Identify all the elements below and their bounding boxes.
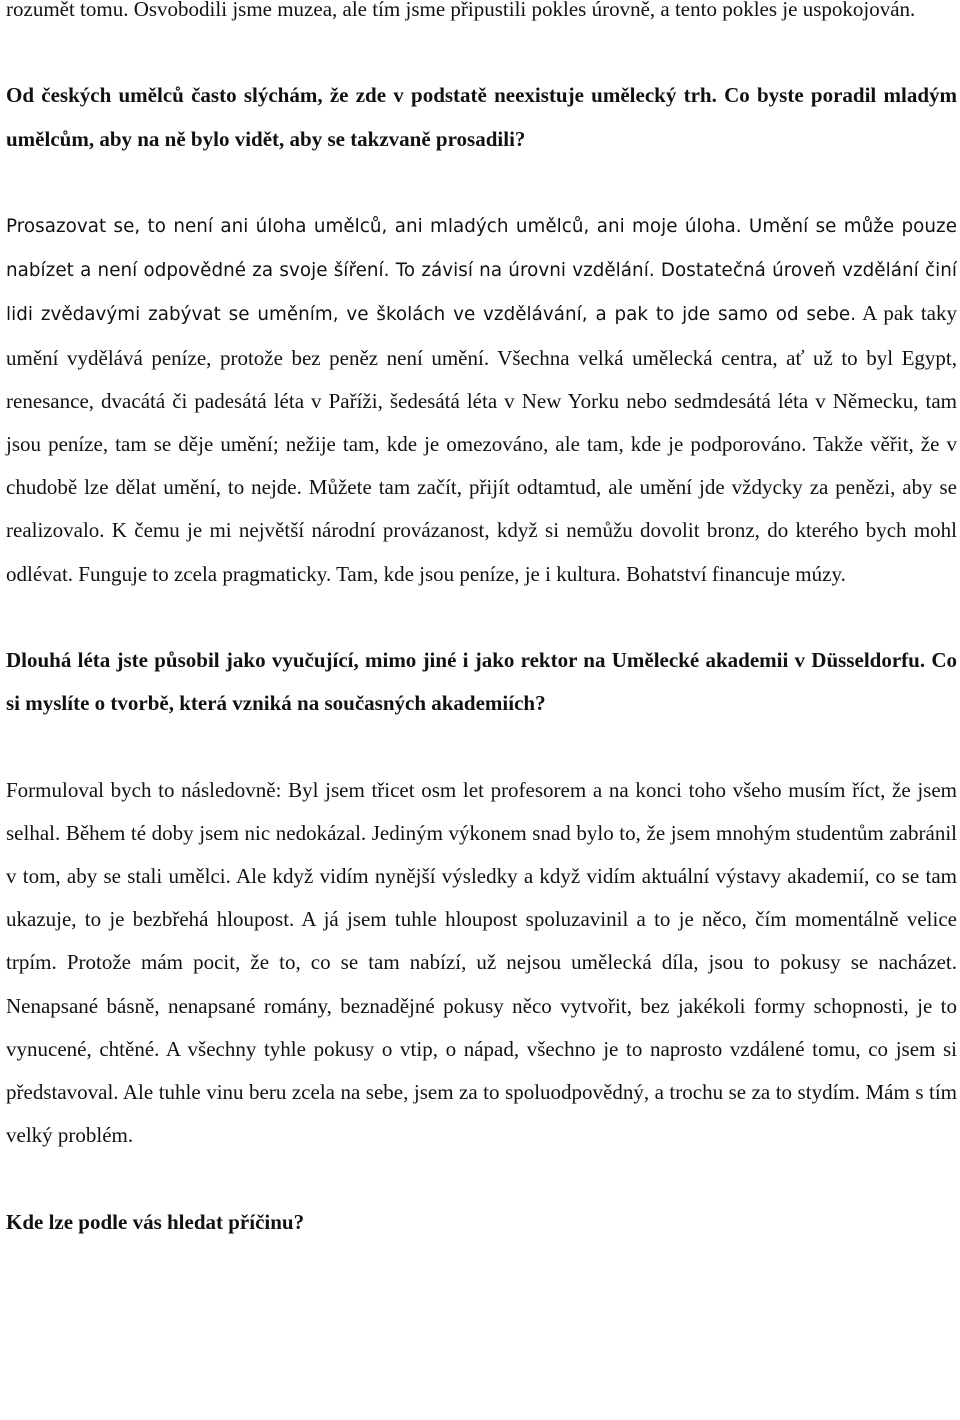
- paragraph-gap: [6, 596, 957, 639]
- answer-art-market-sans-text: Prosazovat se, to není ani úloha umělců, ani mladých umělců, ani moje úloha. Umění se může pouze nabízet a není odpovědné za svoje šíření. To závisí na úrovni vzdělání. Dostatečná úroveň vzdělání činí lidi zvědavými zabývat se uměním, ve školách ve vzdělávání, a pak to jde samo od sebe.: [6, 215, 957, 326]
- paragraph-gap: [6, 1157, 957, 1200]
- paragraph-gap: [6, 725, 957, 768]
- answer-academies: Formuloval bych to následovně: Byl jsem třicet osm let profesorem a na konci toho všeho musím říct, že jsem selhal. Během té doby jsem nic nedokázal. Jediným výkonem snad bylo to, že jsem mnohým studentům zabránil v tom, aby se stali umělci. Ale když vidím nynější výsledky a když vidím aktuální výstavy akademií, co se tam ukazuje, to je bezbřehá hloupost. A já jsem tuhle hloupost spoluzavinil a to je něco, čím momentálně velice trpím. Protože mám pocit, že to, co se tam nabízí, už nejsou umělecká díla, jsou to pokusy se nacházet. Nenapsané básně, nenapsané romány, beznadějné pokusy něco vytvořit, bez jakékoli formy schopnosti, je to vynucené, chtěné. A všechny tyhle pokusy o vtip, o nápad, všechno je to naprosto vzdálené tomu, co jsem si představoval. Ale tuhle vinu beru zcela na sebe, jsem za to spoluodpovědný, a trochu se za to stydím. Mám s tím velký problém.: [6, 777, 957, 1148]
- paragraph-intro: rozumět tomu. Osvobodili jsme muzea, ale tím jsme připustili pokles úrovně, a tento pokles je uspokojován.: [6, 0, 916, 21]
- question-cause: Kde lze podle vás hledat příčinu?: [6, 1209, 305, 1234]
- question-art-market: Od českých umělců často slýchám, že zde v podstatě neexistuje umělecký trh. Co byste poradil mladým umělcům, aby na ně bylo vidět, aby se takzvaně prosadili?: [6, 83, 957, 151]
- question-academies: Dlouhá léta jste působil jako vyučující, mimo jiné i jako rektor na Umělecké akademii v Düsseldorfu. Co si myslíte o tvorbě, která vzniká na současných akademiích?: [6, 648, 957, 716]
- paragraph-gap: [6, 161, 957, 204]
- answer-art-market: [6, 204, 957, 596]
- document-page: [6, 0, 957, 1244]
- paragraph-gap: [6, 31, 957, 74]
- answer-art-market-serif-text: A pak taky umění vydělává peníze, protože bez peněz není umění. Všechna velká umělecká centra, ať už to byl Egypt, renesance, dvacátá či padesátá léta v Paříži, šedesátá léta v New Yorku nebo sedmdesátá léta v Německu, tam jsou peníze, tam se děje umění; nežije tam, kde je omezováno, ale tam, kde je podporováno. Takže věřit, že v chudobě lze dělat umění, to nejde. Můžete tam začít, přijít odtamtud, ale umění jde vždycky za penězi, aby se realizovalo. K čemu je mi největší národní provázanost, když si nemůžu dovolit bronz, do kterého bych mohl odlévat. Funguje to zcela pragmaticky. Tam, kde jsou peníze, je i kultura. Bohatství financuje múzy.: [6, 301, 958, 586]
